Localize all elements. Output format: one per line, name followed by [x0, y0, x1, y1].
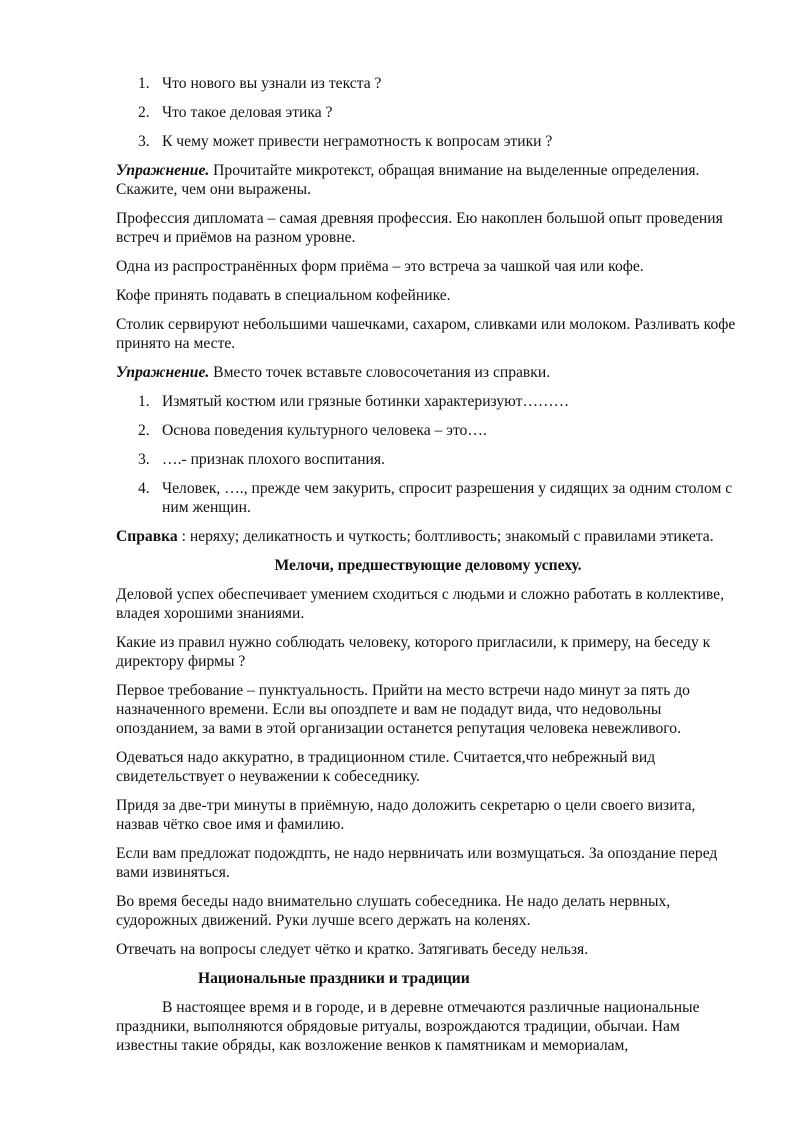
body-paragraph: Одеваться надо аккуратно, в традиционном стиле. Считается,что небрежный вид свидетельствует о неуважении к собеседнику.	[116, 749, 656, 785]
exercise-list	[116, 392, 740, 517]
body-paragraph: В настоящее время и в городе, и в деревне отмечаются различные национальные праздники, выполняются обрядовые ритуалы, возрождаются традиции, обычаи. Нам известны такие обряды, как возложение венков к памятникам и мемориалам,	[116, 999, 700, 1054]
microtext-paragraph: Кофе принять подавать в специальном кофейнике.	[116, 287, 451, 304]
microtext-paragraph: Профессия дипломата – самая древняя профессия. Ею накоплен большой опыт проведения встреч и приёмов на разном уровне.	[116, 210, 723, 246]
list-item	[116, 74, 740, 93]
list-number: 2.	[138, 422, 150, 439]
exercise-text: Прочитайте микротекст, обращая внимание на выделенные определения. Скажите, чем они выражены.	[116, 162, 700, 198]
list-item	[116, 421, 740, 440]
body-paragraph: Первое требование – пунктуальность. Прийти на место встречи надо минут за пять до назначенного времени. Если вы опоздпете и вам не подадут вида, что недовольны опозданием, за вами в этой организации останется репутация человека невежливого.	[116, 682, 690, 737]
list-item	[116, 132, 740, 151]
list-number: 3.	[138, 133, 150, 150]
list-text: Что нового вы узнали из текста ?	[162, 75, 382, 92]
reference-label: Справка	[116, 528, 178, 545]
list-text: Основа поведения культурного человека – это….	[162, 422, 487, 439]
exercise-text: Вместо точек вставьте словосочетания из справки.	[209, 364, 551, 381]
body-paragraph: Какие из правил нужно соблюдать человеку, которого пригласили, к примеру, на беседу к директору фирмы ?	[116, 634, 711, 670]
list-text: Человек, …., прежде чем закурить, спросит разрешения у сидящих за одним столом с ним женщин.	[162, 480, 733, 516]
section-heading: Национальные праздники и традиции	[198, 970, 470, 987]
list-text: Измятый костюм или грязные ботинки характеризуют………	[162, 393, 570, 410]
list-item	[116, 450, 740, 469]
list-item	[116, 479, 740, 517]
list-number: 4.	[138, 480, 150, 497]
section-heading: Мелочи, предшествующие деловому успеху.	[274, 557, 582, 574]
list-text: ….- признак плохого воспитания.	[162, 451, 385, 468]
exercise-label: Упражнение.	[116, 364, 210, 381]
list-item	[116, 103, 740, 122]
list-number: 1.	[138, 75, 150, 92]
list-number: 3.	[138, 451, 150, 468]
questions-list	[116, 74, 740, 151]
body-paragraph: Если вам предложат подождпть, не надо нервничать или возмущаться. За опоздание перед вами извиняться.	[116, 845, 718, 881]
microtext-paragraph: Столик сервируют небольшими чашечками, сахаром, сливками или молоком. Разливать кофе принято на месте.	[116, 316, 736, 352]
body-paragraph: Деловой успех обеспечивает умением сходиться с людьми и сложно работать в коллективе, владея хорошими знаниями.	[116, 586, 724, 622]
body-paragraph: Придя за две-три минуты в приёмную, надо доложить секретарю о цели своего визита, назвав чётко свое имя и фамилию.	[116, 797, 696, 833]
list-number: 2.	[138, 104, 150, 121]
microtext-paragraph: Одна из распространённых форм приёма – это встреча за чашкой чая или кофе.	[116, 258, 644, 275]
body-paragraph: Отвечать на вопросы следует чётко и кратко. Затягивать беседу нельзя.	[116, 941, 589, 958]
exercise-label: Упражнение.	[116, 162, 210, 179]
list-number: 1.	[138, 393, 150, 410]
list-text: К чему может привести неграмотность к вопросам этики ?	[162, 133, 553, 150]
reference-text: : неряху; деликатность и чуткость; болтливость; знакомый с правилами этикета.	[177, 528, 714, 545]
exercise-paragraph	[116, 161, 740, 199]
exercise-paragraph	[116, 363, 740, 382]
list-text: Что такое деловая этика ?	[162, 104, 333, 121]
body-paragraph: Во время беседы надо внимательно слушать собеседника. Не надо делать нервных, судорожных движений. Руки лучше всего держать на коленях.	[116, 893, 671, 929]
reference-paragraph	[116, 527, 740, 546]
list-item	[116, 392, 740, 411]
